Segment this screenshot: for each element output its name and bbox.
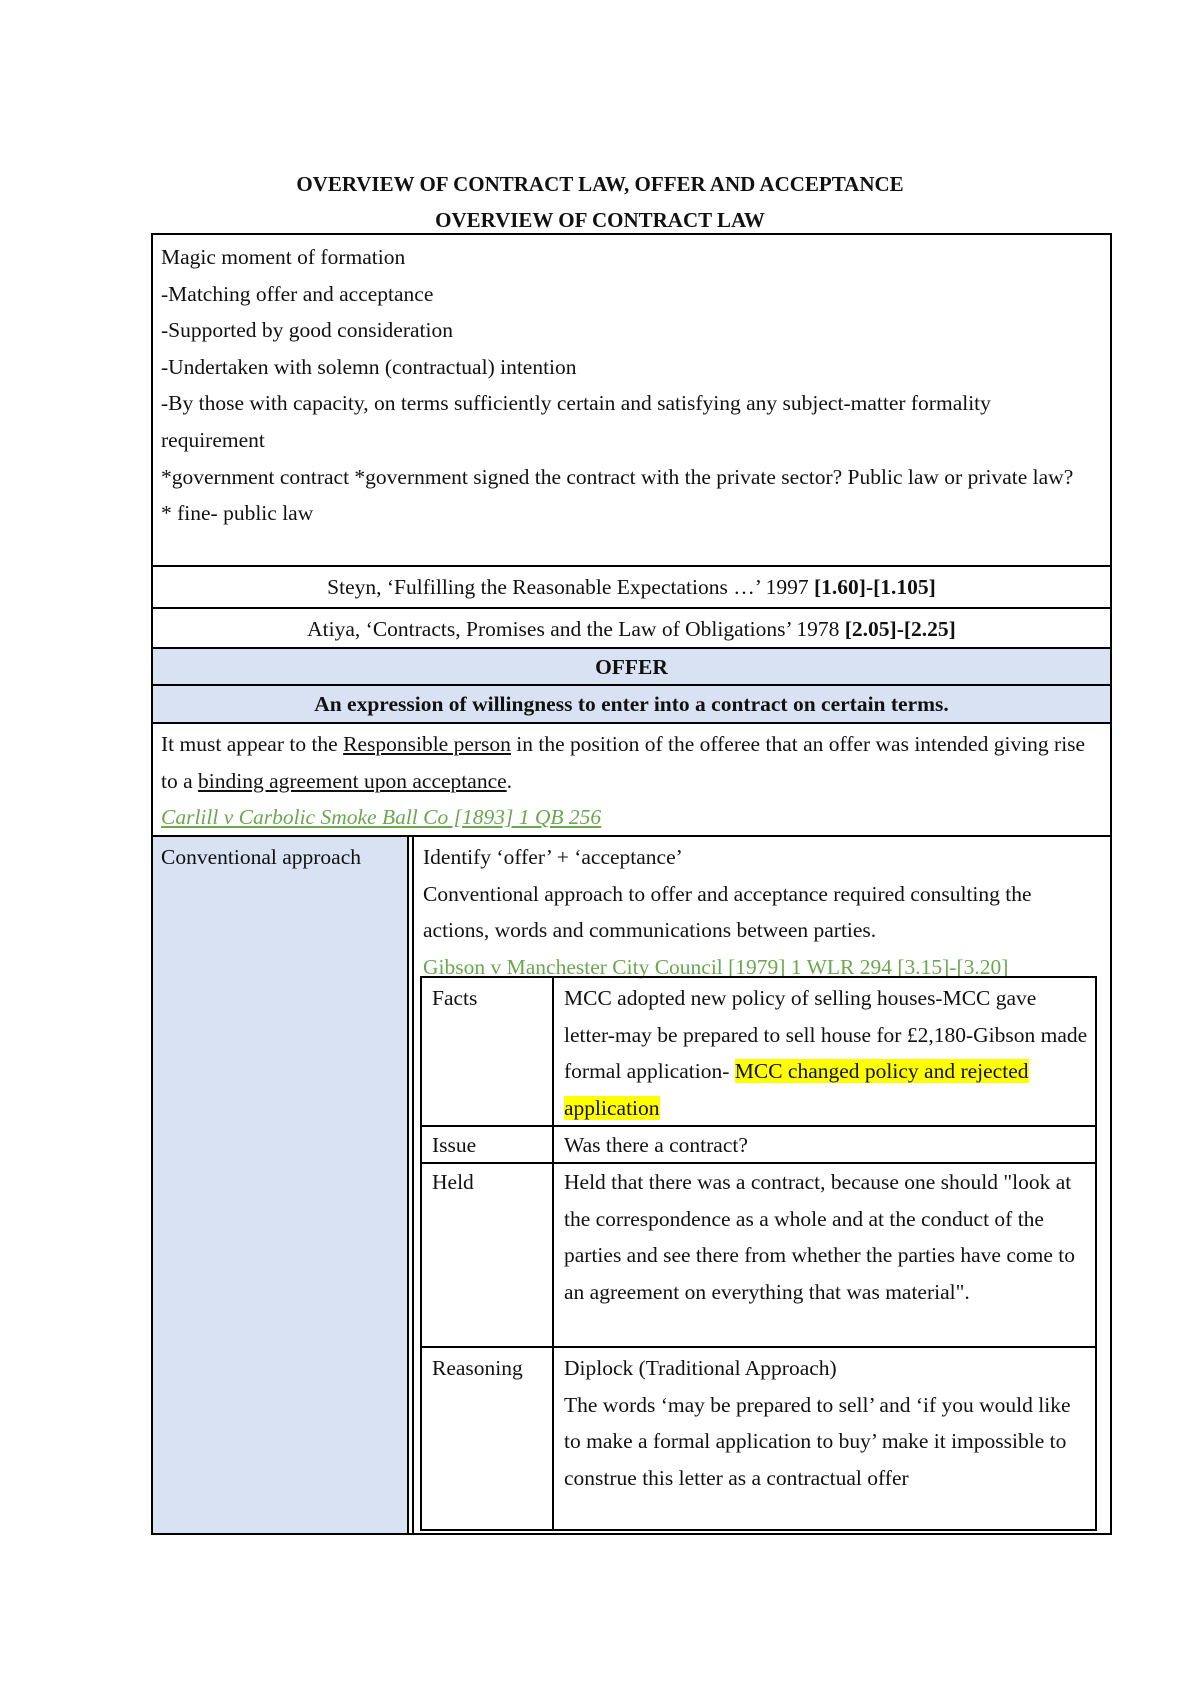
reasoning-content <box>564 1350 1089 1496</box>
offer-definition-text: An expression of willingness to enter into a contract on certain terms. <box>314 692 949 716</box>
gibson-case-table <box>420 976 1097 1531</box>
carlill-case: Carlill v Carbolic Smoke Ball Co [1893] 1 QB 256 <box>161 805 602 830</box>
reasoning-row <box>422 1346 1095 1529</box>
offer-heading-text: OFFER <box>595 655 668 679</box>
facts-row <box>422 978 1095 1125</box>
reasoning-line: Diplock (Traditional Approach) <box>564 1356 837 1380</box>
formation-line: Magic moment of formation <box>161 245 406 269</box>
steyn-reference <box>153 565 1110 607</box>
section-title: OVERVIEW OF CONTRACT LAW <box>435 208 765 232</box>
formation-cell <box>153 235 1110 565</box>
formation-line: * fine- public law <box>161 501 314 526</box>
held-label: Held <box>432 1170 474 1194</box>
conventional-label-cell <box>153 837 407 1533</box>
atiya-reference <box>153 607 1110 647</box>
gibson-case: Gibson v Manchester City Council [1979] 1 WLR 294 [3.15]-[3.20] <box>423 954 1009 979</box>
issue-text: Was there a contract? <box>564 1133 748 1157</box>
binding-agreement: binding agreement upon acceptance <box>198 768 507 793</box>
offer-rule-text: . <box>506 768 513 793</box>
issue-label: Issue <box>432 1133 477 1157</box>
formation-line: -Matching offer and acceptance <box>161 281 434 306</box>
atiya-paras: [2.05]-[2.25] <box>844 617 956 641</box>
held-row <box>422 1162 1095 1346</box>
conventional-line: Conventional approach to offer and acceptance required consulting the actions, words and communications between parties. <box>423 881 1032 943</box>
formation-line: -Supported by good consideration <box>161 318 453 343</box>
facts-label: Facts <box>432 986 478 1010</box>
steyn-paras: [1.60]-[1.105] <box>814 575 936 599</box>
held-text: Held that there was a contract, because one should "look at the correspondence as a whole and at the conduct of the parties and see there from whether the parties have come to an agreement on everything that was material". <box>564 1170 1076 1304</box>
column-divider <box>412 837 414 1533</box>
formation-line: *government contract *government signed the contract with the private sector? Public law or private law? <box>161 464 1074 489</box>
formation-line: -Undertaken with solemn (contractual) intention <box>161 354 577 379</box>
reasoning-line: The words ‘may be prepared to sell’ and ‘if you would like to make a formal application to buy’ make it impossible to construe this letter as a contractual offer <box>564 1392 1071 1490</box>
titles <box>0 166 1200 238</box>
column-divider <box>407 837 409 1533</box>
conventional-content <box>423 839 1099 985</box>
facts-text: MCC adopted new policy of selling houses-MCC gave letter-may be prepared to sell house for £2,180-Gibson made formal application- <box>564 986 1088 1084</box>
offer-rule-cell <box>153 722 1110 835</box>
facts-highlight: MCC changed policy and rejected application <box>564 1059 1029 1120</box>
document-title: OVERVIEW OF CONTRACT LAW, OFFER AND ACCEPTANCE <box>296 172 904 196</box>
offer-definition <box>153 684 1110 722</box>
conventional-label: Conventional approach <box>161 845 362 869</box>
facts-content <box>564 980 1089 1126</box>
issue-row <box>422 1125 1095 1162</box>
reasoning-label: Reasoning <box>432 1356 523 1380</box>
offer-rule-text: It must appear to the <box>161 732 344 756</box>
atiya-text: Atiya, ‘Contracts, Promises and the Law of Obligations’ 1978 <box>307 617 845 641</box>
offer-rule <box>161 726 1090 799</box>
conventional-line: Identify ‘offer’ + ‘acceptance’ <box>423 845 683 869</box>
formation-line: -By those with capacity, on terms sufficiently certain and satisfying any subject-matter formality requirement <box>161 391 991 452</box>
offer-heading <box>153 647 1110 684</box>
responsible-person: Responsible person <box>343 732 511 756</box>
offer-rule-text: in the position of the offeree that an offer was intended giving rise to a <box>161 732 1086 793</box>
steyn-text: Steyn, ‘Fulfilling the Reasonable Expectations …’ 1997 <box>327 575 815 599</box>
